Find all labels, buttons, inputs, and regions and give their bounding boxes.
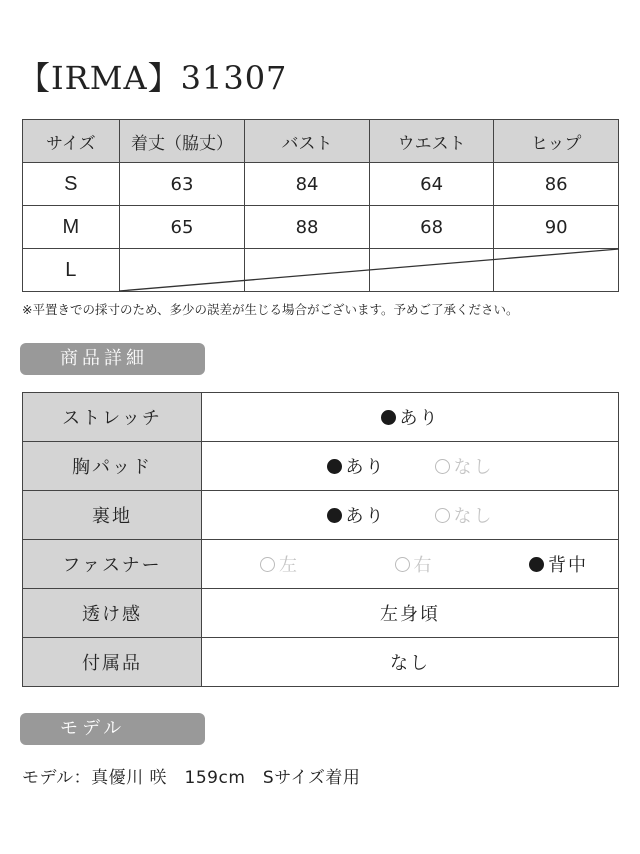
detail-label: ストレッチ: [23, 393, 202, 442]
filled-circle-icon: [381, 410, 396, 425]
detail-row-zipper: [23, 540, 619, 589]
header-bust: バスト: [245, 120, 370, 163]
option-lining-yes: あり: [327, 502, 386, 528]
detail-row-stretch: [23, 393, 619, 442]
hip-cell: [494, 249, 619, 292]
model-section-label: モデル: [20, 713, 205, 745]
option-stretch-yes: あり: [381, 404, 440, 430]
empty-circle-icon: [260, 557, 275, 572]
product-title: 【IRMA】31307: [18, 59, 288, 97]
detail-label: 胸パッド: [23, 442, 202, 491]
waist-cell: 68: [369, 206, 494, 249]
bust-cell: 88: [245, 206, 370, 249]
detail-label: ファスナー: [23, 540, 202, 589]
size-cell: L: [23, 249, 120, 292]
details-section-label: 商品詳細: [20, 343, 205, 375]
filled-circle-icon: [529, 557, 544, 572]
option-zipper-back: 背中: [529, 551, 588, 577]
detail-value: なし: [202, 638, 619, 687]
header-size: サイズ: [23, 120, 120, 163]
detail-label: 透け感: [23, 589, 202, 638]
empty-circle-icon: [435, 508, 450, 523]
waist-cell: [369, 249, 494, 292]
filled-circle-icon: [327, 508, 342, 523]
detail-row-lining: [23, 491, 619, 540]
header-waist: ウエスト: [369, 120, 494, 163]
model-info: モデル：真優川 咲 159cm Sサイズ着用: [22, 768, 361, 788]
size-table: [22, 119, 619, 292]
option-pad-yes: あり: [327, 453, 386, 479]
detail-row-bust-pad: [23, 442, 619, 491]
detail-label: 裏地: [23, 491, 202, 540]
option-zipper-left: 左: [260, 551, 299, 577]
size-cell: M: [23, 206, 120, 249]
bust-cell: 84: [245, 163, 370, 206]
size-table-header: [23, 120, 619, 163]
length-cell: 65: [119, 206, 245, 249]
length-cell: [119, 249, 245, 292]
waist-cell: 64: [369, 163, 494, 206]
table-row: [23, 163, 619, 206]
hip-cell: 90: [494, 206, 619, 249]
length-cell: 63: [119, 163, 245, 206]
detail-label: 付属品: [23, 638, 202, 687]
empty-circle-icon: [395, 557, 410, 572]
filled-circle-icon: [327, 459, 342, 474]
measurement-note: ※平置きでの採寸のため、多少の誤差が生じる場合がございます。予めご了承ください。: [22, 302, 519, 317]
details-table: [22, 392, 619, 687]
empty-circle-icon: [435, 459, 450, 474]
bust-cell: [245, 249, 370, 292]
header-hip: ヒップ: [494, 120, 619, 163]
detail-value: 左身頃: [202, 589, 619, 638]
option-zipper-right: 右: [395, 551, 434, 577]
detail-row-sheerness: [23, 589, 619, 638]
option-pad-no: なし: [435, 453, 494, 479]
option-lining-no: なし: [435, 502, 494, 528]
table-row: [23, 249, 619, 292]
header-length: 着丈（脇丈）: [119, 120, 245, 163]
table-row: [23, 206, 619, 249]
size-cell: S: [23, 163, 120, 206]
hip-cell: 86: [494, 163, 619, 206]
detail-row-accessories: [23, 638, 619, 687]
